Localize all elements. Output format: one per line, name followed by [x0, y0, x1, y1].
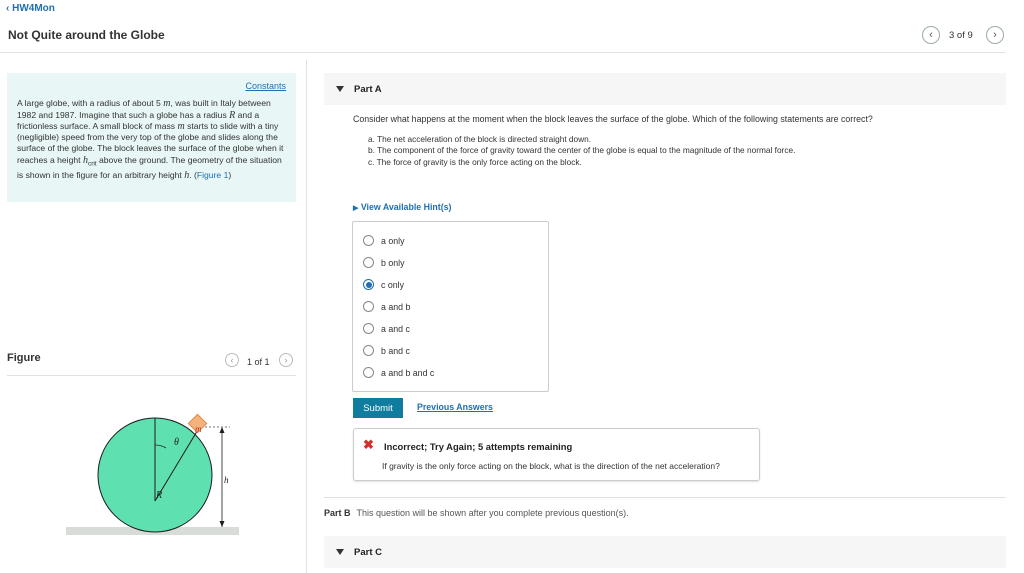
choice-label: a only [381, 235, 405, 246]
radio-button[interactable] [363, 367, 374, 378]
unit-m: m [163, 98, 171, 110]
feedback-headline: Incorrect; Try Again; 5 attempts remaining [384, 441, 573, 452]
radio-button[interactable] [363, 301, 374, 312]
collapse-triangle-icon [336, 86, 344, 92]
choice-label: a and c [381, 323, 410, 334]
radio-button[interactable] [363, 257, 374, 268]
part-a-header[interactable] [324, 73, 1006, 105]
choice-label: a and b and c [381, 367, 435, 378]
var-m: m [177, 120, 185, 132]
choice-a-only[interactable] [363, 235, 404, 246]
figure-heading: Figure [7, 352, 41, 364]
prev-item-button[interactable] [922, 26, 940, 44]
radio-button[interactable] [363, 235, 374, 246]
choice-a-and-c[interactable] [363, 323, 410, 334]
caret-right-icon: ▶ [353, 205, 359, 212]
chevron-right-icon: › [993, 29, 997, 41]
label-theta: θ [174, 437, 179, 448]
part-a-question: Consider what happens at the moment when the block leaves the surface of the globe. Which of the following statements are correct? [353, 114, 873, 124]
radio-button[interactable] [363, 323, 374, 334]
choice-c-only[interactable] [363, 279, 404, 290]
intro-text: ) [228, 169, 232, 180]
back-link[interactable]: ‹ HW4Mon [6, 3, 55, 14]
choice-label: b only [381, 257, 405, 268]
part-c-label: Part C [354, 546, 382, 558]
part-b-text: This question will be shown after you complete previous question(s). [356, 508, 629, 518]
var-h: h [184, 169, 190, 181]
label-R: R [156, 490, 163, 501]
arrow-head-top [220, 427, 225, 433]
figure-pager: 1 of 1 [247, 357, 270, 367]
incorrect-x-icon: ✖ [363, 437, 374, 452]
back-label: HW4Mon [12, 3, 55, 14]
statement-b: b. The component of the force of gravity toward the center of the globe is equal to the magnitude of the normal force. [368, 145, 796, 156]
header-divider [0, 52, 1006, 53]
part-a-label: Part A [354, 83, 382, 95]
statement-a: a. The net acceleration of the block is directed straight down. [368, 134, 592, 144]
page-title: Not Quite around the Globe [8, 28, 165, 42]
choice-b-only[interactable] [363, 257, 404, 268]
part-b-label: Part B [324, 508, 351, 518]
globe-figure [60, 405, 250, 540]
label-m: m [195, 424, 202, 434]
part-divider [324, 497, 1006, 498]
column-divider [306, 60, 307, 573]
var-h-crit-sub: crit [87, 160, 97, 168]
choice-label: a and b [381, 301, 411, 312]
chevron-right-icon: › [284, 355, 288, 365]
submit-button[interactable]: Submit [353, 398, 403, 418]
collapse-triangle-icon [336, 549, 344, 555]
choice-b-and-c[interactable] [363, 345, 410, 356]
var-h-crit: h [82, 154, 88, 166]
intro-text: above the ground. The geometry of the situation is shown in the figure for an arbitrary height [17, 154, 282, 180]
radio-button-selected[interactable] [363, 279, 374, 290]
answer-choices [352, 221, 549, 392]
feedback-message: If gravity is the only force acting on the block, what is the direction of the net acceleration? [382, 461, 720, 471]
problem-intro [7, 73, 296, 202]
part-c-header[interactable] [324, 536, 1006, 568]
radio-button[interactable] [363, 345, 374, 356]
constants-link[interactable]: Constants [245, 81, 286, 91]
previous-answers-link[interactable]: Previous Answers [417, 402, 493, 412]
chevron-left-icon: ‹ [929, 29, 933, 41]
arrow-head-bottom [220, 521, 225, 527]
intro-text: . ( [189, 169, 197, 180]
figure-next-button[interactable] [279, 353, 293, 367]
feedback-box [353, 428, 760, 481]
item-pager: 3 of 9 [949, 30, 973, 41]
hints-label: View Available Hint(s) [360, 202, 452, 212]
statement-c: c. The force of gravity is the only force acting on the block. [368, 156, 582, 167]
figure-divider [7, 375, 296, 376]
intro-text: A large globe, with a radius of about 5 [17, 98, 161, 109]
statement-list [368, 134, 795, 168]
figure-prev-button[interactable] [225, 353, 239, 367]
next-item-button[interactable] [986, 26, 1004, 44]
figure-link[interactable]: Figure 1 [196, 169, 229, 180]
choice-a-and-b[interactable] [363, 301, 410, 312]
chevron-left-icon: ‹ [230, 355, 234, 365]
view-hints-link[interactable] [353, 202, 451, 212]
var-R: R [229, 109, 236, 121]
intro-text: , was built in Italy between 1982 and 1987. Imagine that such a globe has a radius [17, 98, 271, 120]
label-h: h [224, 475, 229, 485]
intro-text: starts to slide with a tiny (negligible) speed from the very top of the globe and slides along the surface of the globe. The block leaves the surface of the globe when it reaches a height [17, 120, 284, 165]
choice-label: c only [381, 279, 404, 290]
choice-a-and-b-and-c[interactable] [363, 367, 434, 378]
choice-label: b and c [381, 345, 410, 356]
part-b-row [324, 508, 629, 518]
intro-text: and a frictionless surface. A small block of mass [17, 109, 260, 131]
